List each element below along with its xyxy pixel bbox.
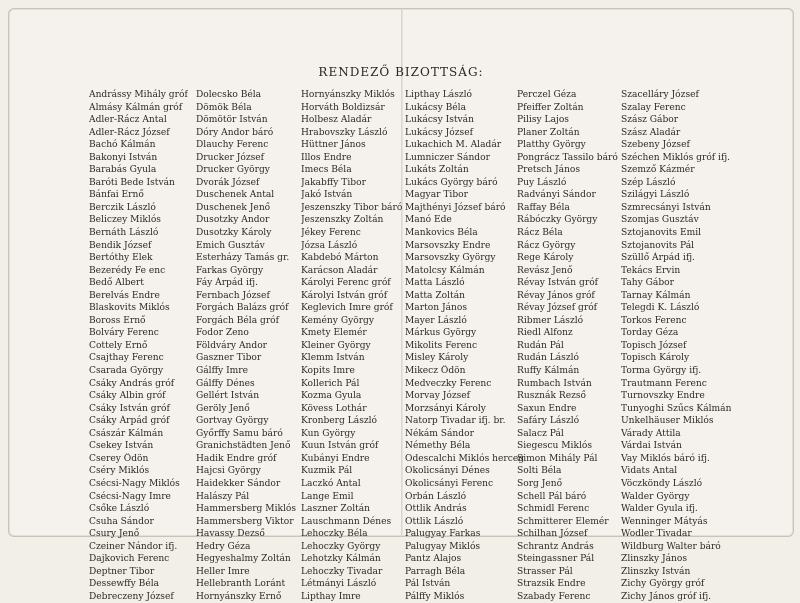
committee-member-name: Lauschmann Dénes (301, 516, 392, 527)
committee-member-name: Lange Emil (301, 491, 354, 502)
committee-member-name: Lehoczky György (301, 541, 381, 552)
committee-member-name: Hornyánszky Ernő (196, 591, 282, 602)
committee-member-name: Gálffy Imre (196, 366, 249, 377)
committee-member-name: Bertóthy Elek (89, 253, 153, 264)
committee-member-name: Radványi Sándor (517, 190, 596, 201)
committee-member-name: Schell Pál báró (517, 491, 587, 502)
name-column-3 (301, 89, 402, 603)
committee-member-name: Kun György (301, 428, 356, 439)
committee-member-name: Tarnay Kálmán (621, 290, 691, 301)
committee-member-name: Bendik József (89, 240, 152, 251)
committee-member-name: Majthényi József báró (405, 202, 506, 213)
committee-member-name: Lukács György báró (405, 177, 498, 188)
committee-member-name: Kemény György (301, 315, 375, 326)
committee-member-name: Matta László (405, 278, 465, 289)
committee-member-name: Unkelhäuser Miklós (621, 416, 714, 427)
committee-member-name: Kuzmik Pál (301, 466, 353, 477)
committee-member-name: Károlyi Ferenc gróf (301, 278, 391, 289)
committee-member-name: Dolecsko Béla (196, 90, 262, 100)
committee-member-name: Tekács Ervin (621, 265, 681, 276)
committee-member-name: Forgách Balázs gróf (196, 303, 289, 314)
committee-member-name: Marsovszky György (405, 253, 496, 264)
committee-member-name: Létmányi László (301, 579, 377, 590)
committee-member-name: Boross Ernő (89, 315, 146, 326)
committee-member-name: Baróti Bede István (89, 177, 175, 188)
committee-member-name: Planer Zoltán (517, 127, 580, 138)
name-column-2 (196, 89, 296, 603)
committee-member-name: Csarada György (89, 366, 164, 377)
committee-member-name: Topisch Károly (621, 353, 690, 364)
committee-member-name: Pilisy Lajos (517, 115, 569, 126)
page-title: RENDEZŐ BIZOTTSÁG: (318, 65, 484, 79)
committee-member-name: Jeszenszky Tibor báró (301, 202, 403, 213)
committee-member-name: Illos Endre (301, 152, 352, 163)
committee-member-name: Emich Gusztáv (196, 240, 265, 251)
committee-member-name: Ruffy Kálmán (517, 366, 580, 377)
committee-member-name: Pretsch János (517, 165, 581, 176)
committee-member-name: Haidekker Sándor (196, 478, 281, 489)
committee-member-name: Dusotzky Károly (196, 228, 272, 239)
committee-member-name: Gellért István (196, 391, 260, 402)
committee-member-name: Rusznák Rezső (517, 391, 587, 402)
committee-member-name: Márkus György (405, 328, 477, 339)
committee-member-name: Mankovics Béla (405, 228, 478, 239)
committee-member-name: Magyar Tibor (405, 190, 468, 201)
committee-member-name: Beliczey Miklós (89, 215, 161, 226)
committee-member-name: Jeszenszky Zoltán (301, 215, 384, 226)
committee-member-name: Hadik Endre gróf (196, 453, 277, 464)
committee-member-name: Rácz Béla (517, 228, 563, 239)
committee-member-name: Lukáts Zoltán (405, 165, 469, 176)
committee-member-name: Szász Aladár (621, 127, 681, 138)
committee-member-name: Marton János (405, 303, 468, 314)
committee-member-name: Sorg Jenő (517, 478, 563, 489)
committee-member-name: Józsa László (301, 240, 358, 251)
committee-member-name: Révay János gróf (517, 290, 595, 301)
committee-member-name: Hornyánszky Miklós (301, 90, 395, 100)
committee-member-name: Némethy Béla (405, 441, 471, 452)
committee-member-name: Kollerich Pál (301, 378, 360, 389)
committee-member-name: Kmety Elemér (301, 328, 367, 339)
committee-member-name: Csuha Sándor (89, 516, 154, 527)
committee-member-name: Farkas György (196, 265, 264, 276)
committee-member-name: Kopits Imre (301, 366, 355, 377)
committee-member-name: Pál István (405, 579, 451, 590)
committee-member-name: Schilhan József (517, 529, 588, 540)
committee-member-name: Szmrecsányi István (621, 202, 711, 213)
committee-member-name: Tahy Gábor (621, 278, 674, 289)
committee-member-name: Csáky István gróf (89, 403, 170, 414)
committee-member-name: Rácz György (517, 240, 576, 251)
committee-member-name: Barabás Gyula (89, 165, 157, 176)
committee-member-name: Telegdi K. László (621, 303, 700, 314)
committee-member-name: Dvorák József (196, 177, 260, 188)
committee-member-name: Cserey Ödön (89, 453, 149, 464)
committee-member-name: Halászy Pál (196, 491, 250, 502)
committee-member-name: Széchen Miklós gróf ifj. (621, 152, 731, 163)
committee-member-name: Schmidl Ferenc (517, 504, 590, 515)
committee-member-name: Dömötör István (196, 115, 268, 126)
committee-member-name: Dlauchy Ferenc (196, 140, 269, 151)
committee-member-name: Károlyi István gróf (301, 290, 388, 301)
committee-member-name: Palugyay Farkas (405, 529, 481, 540)
committee-member-name: Medveczky Ferenc (405, 378, 492, 389)
committee-member-name: Natorp Tivadar ifj. br. (405, 416, 506, 427)
committee-member-name: Drucker György (196, 165, 270, 176)
committee-member-name: Wildburg Walter báró (621, 541, 721, 552)
committee-member-name: Nékám Sándor (405, 428, 474, 439)
committee-member-name: Lumniczer Sándor (405, 152, 490, 163)
committee-member-name: Kubányi Endre (301, 453, 370, 464)
committee-member-name: Karácson Aladár (301, 265, 378, 276)
committee-member-name: Blaskovits Miklós (89, 303, 170, 314)
committee-member-name: Sztojanovits Emil (621, 228, 702, 239)
committee-member-name: Parragh Béla (405, 566, 466, 577)
committee-member-name: Fernbach József (196, 290, 270, 301)
committee-member-name: Morzsányi Károly (405, 403, 486, 414)
committee-member-name: Gortvay György (196, 416, 269, 427)
committee-member-name: Misley Károly (405, 353, 469, 364)
committee-member-name: Berelvás Endre (89, 290, 160, 301)
invitation-sheet (8, 8, 794, 602)
name-columns (89, 89, 773, 602)
committee-member-name: Laszner Zoltán (301, 504, 371, 515)
committee-member-name: Csury Jenő (89, 529, 140, 540)
committee-member-name: Pfeiffer Zoltán (517, 102, 584, 113)
committee-member-name: Lipthay László (405, 90, 473, 100)
committee-member-name: Riedl Alfonz (517, 328, 573, 339)
committee-member-name: Szép László (621, 177, 676, 188)
committee-member-name: Schmitterer Elemér (517, 516, 609, 527)
committee-member-name: Lukachich M. Aladár (405, 140, 502, 151)
committee-member-name: Győrffy Samu báró (196, 428, 283, 439)
committee-member-name: Hedry Géza (196, 541, 251, 552)
committee-member-name: Forgách Béla gróf (196, 315, 280, 326)
committee-member-name: Zichy György gróf (621, 579, 705, 590)
committee-member-name: Bachó Kálmán (89, 140, 156, 151)
committee-member-name: Csáky Albin gróf (89, 391, 166, 402)
committee-member-name: Pantz Alajos (405, 554, 462, 565)
committee-member-name: Szacelláry József (621, 90, 699, 100)
committee-member-name: Strasser Pál (517, 566, 573, 577)
committee-member-name: Hammersberg Viktor (196, 516, 294, 527)
committee-member-name: Szebeny József (621, 140, 690, 151)
committee-member-name: Gálffy Dénes (196, 378, 255, 389)
committee-member-name: Földváry Andor (196, 340, 268, 351)
committee-member-name: Bezerédy Fe enc (89, 265, 166, 276)
committee-member-name: Drucker József (196, 152, 265, 163)
committee-member-name: Rudán Pál (517, 340, 564, 351)
committee-member-name: Debreczeny József (89, 591, 174, 602)
committee-member-name: Duschenek Antal (196, 190, 275, 201)
committee-member-name: Dóry Andor báró (196, 127, 274, 138)
committee-member-name: Mayer László (405, 315, 467, 326)
committee-member-name: Dajkovich Ferenc (89, 554, 170, 565)
committee-member-name: Csáky Árpád gróf (89, 416, 170, 427)
committee-member-name: Steingassner Pál (517, 554, 595, 565)
committee-member-name: Szalay Ferenc (621, 102, 686, 113)
committee-member-name: Várady Attila (621, 428, 681, 439)
committee-member-name: Pálffy Miklós (405, 591, 465, 602)
committee-member-name: Revász Jenő (517, 265, 573, 276)
committee-member-name: Hammersberg Miklós (196, 504, 297, 515)
committee-member-name: Kövess Lothár (301, 403, 367, 414)
committee-member-name: Laczkó Antal (301, 478, 361, 489)
committee-member-name: Imecs Béla (301, 165, 352, 176)
committee-member-name: Holbesz Aladár (301, 115, 372, 126)
committee-member-name: Jékey Ferenc (301, 228, 361, 239)
committee-member-name: Kleiner György (301, 340, 371, 351)
committee-member-name: Wenninger Mátyás (621, 516, 708, 527)
committee-member-name: Torkos Ferenc (621, 315, 687, 326)
committee-member-name: Hellebranth Loránt (196, 579, 286, 590)
committee-member-name: Hajcsi György (196, 466, 261, 477)
committee-member-name: Cottely Ernő (89, 340, 148, 351)
committee-member-name: Saxun Endre (517, 403, 577, 414)
committee-member-name: Walder György (621, 491, 690, 502)
committee-member-name: Csőke László (89, 504, 150, 515)
committee-member-name: Keglevich Imre gróf (301, 303, 393, 314)
committee-member-name: Ribmer László (517, 315, 584, 326)
committee-member-name: Tunyoghi Szűcs Kálmán (621, 403, 732, 414)
committee-member-name: Adler-Rácz József (89, 127, 170, 138)
committee-member-name: Dusotzky Andor (196, 215, 270, 226)
committee-member-name: Jakabffy Tibor (301, 177, 366, 188)
committee-member-name: Wodler Tivadar (621, 529, 692, 540)
committee-member-name: Lehoczky Béla (301, 529, 368, 540)
committee-member-name: Granichstädten Jenő (196, 441, 291, 452)
committee-member-name: Lehotzky Kálmán (301, 554, 381, 565)
committee-member-name: Csáky András gróf (89, 378, 175, 389)
committee-member-name: Mikolits Ferenc (405, 340, 478, 351)
committee-member-name: Lipthay Imre (301, 591, 361, 602)
committee-member-name: Révay József gróf (517, 303, 598, 314)
committee-member-name: Torma György ifj. (621, 366, 702, 377)
committee-member-name: Esterházy Tamás gr. (196, 253, 290, 264)
committee-member-name: Horváth Boldizsár (301, 102, 385, 113)
committee-member-name: Vöczköndy László (621, 478, 703, 489)
committee-member-name: Havassy Dezső (196, 529, 265, 540)
committee-member-name: Révay István gróf (517, 278, 599, 289)
committee-member-name: Berczik László (89, 202, 156, 213)
committee-member-name: Czeiner Nándor ifj. (89, 541, 178, 552)
committee-member-name: Bolváry Ferenc (89, 328, 159, 339)
committee-member-name: Bánfai Ernő (89, 190, 144, 201)
committee-member-name: Platthy György (517, 140, 586, 151)
committee-member-name: Geröly Jenő (196, 403, 250, 414)
committee-member-name: Deptner Tibor (89, 566, 155, 577)
committee-member-name: Vidats Antal (621, 466, 678, 477)
committee-member-name: Zichy János gróf ifj. (621, 591, 712, 602)
committee-member-name: Kuun István gróf (301, 441, 379, 452)
committee-member-name: Szemző Kázmér (621, 165, 695, 176)
name-column-4 (405, 89, 524, 603)
committee-member-name: Bernáth László (89, 228, 159, 239)
committee-member-name: Orbán László (405, 491, 467, 502)
committee-member-name: Turnovszky Endre (621, 391, 705, 402)
committee-member-name: Rudán László (517, 353, 579, 364)
committee-member-name: Marsovszky Endre (405, 240, 491, 251)
committee-member-name: Szomjas Gusztáv (621, 215, 699, 226)
committee-member-name: Okolicsányi Ferenc (405, 478, 494, 489)
committee-member-name: Ottlik László (405, 516, 464, 527)
name-column-1 (89, 89, 188, 603)
committee-member-name: Fodor Zeno (196, 328, 249, 339)
committee-member-name: Matta Zoltán (405, 290, 465, 301)
committee-member-name: Puy László (517, 177, 567, 188)
committee-member-name: Szász Gábor (621, 115, 679, 126)
committee-member-name: Dömök Béla (196, 102, 252, 113)
committee-member-name: Kabdebó Márton (301, 253, 379, 264)
committee-member-name: Kronberg László (301, 416, 378, 427)
committee-member-name: Simon Mihály Pál (517, 453, 598, 464)
committee-member-name: Mikecz Ödön (405, 366, 466, 377)
committee-member-name: Morvay József (405, 391, 471, 402)
committee-member-name: Matolcsy Kálmán (405, 265, 485, 276)
committee-member-name: Zlinszky János (621, 554, 688, 565)
committee-member-name: Andrássy Mihály gróf (89, 90, 188, 100)
committee-member-name: Sztojanovits Pál (621, 240, 695, 251)
committee-member-name: Csécsi-Nagy Imre (89, 491, 171, 502)
committee-member-name: Csécsi-Nagy Miklós (89, 478, 180, 489)
committee-member-name: Csajthay Ferenc (89, 353, 164, 364)
committee-member-name: Rege Károly (517, 253, 574, 264)
committee-member-name: Salacz Pál (517, 428, 564, 439)
committee-member-name: Bakonyi István (89, 152, 158, 163)
committee-member-name: Raffay Béla (517, 202, 570, 213)
committee-member-name: Vay Miklós báró ifj. (621, 453, 710, 464)
committee-member-name: Lukácsy István (405, 115, 474, 126)
committee-member-name: Solti Béla (517, 466, 562, 477)
committee-member-name: Ottlik András (405, 504, 467, 515)
committee-member-name: Cséry Miklós (89, 466, 150, 477)
committee-member-name: Almásy Kálmán gróf (89, 102, 183, 113)
committee-member-name: Császár Kálmán (89, 428, 164, 439)
committee-member-name: Walder Gyula ifj. (621, 504, 698, 515)
committee-member-name: Szabady Ferenc (517, 591, 591, 602)
committee-member-name: Klemm István (301, 353, 365, 364)
committee-member-name: Perczel Géza (517, 90, 577, 100)
committee-member-name: Schrantz András (517, 541, 594, 552)
committee-member-name: Szilágyi László (621, 190, 690, 201)
committee-member-name: Strazsik Endre (517, 579, 586, 590)
committee-member-name: Hrabovszky László (301, 127, 388, 138)
committee-member-name: Hegyeshalmy Zoltán (196, 554, 291, 565)
committee-member-name: Lukácsy Béla (405, 102, 467, 113)
committee-member-name: Kozma Gyula (301, 391, 362, 402)
committee-member-name: Lehoczky Tivadar (301, 566, 383, 577)
committee-member-name: Torday Géza (621, 328, 679, 339)
committee-member-name: Gaszner Tibor (196, 353, 262, 364)
committee-member-name: Safáry László (517, 416, 580, 427)
name-column-6 (621, 89, 731, 603)
committee-member-name: Palugyay Miklós (405, 541, 481, 552)
committee-member-name: Heller Imre (196, 566, 250, 577)
committee-member-name: Duschenek Jenő (196, 202, 271, 213)
committee-member-name: Rábóczky György (517, 215, 598, 226)
committee-member-name: Siegescu Miklós (517, 441, 593, 452)
committee-member-name: Pongrácz Tassilo báró (517, 152, 618, 163)
committee-member-name: Szüllő Árpád ifj. (621, 253, 695, 264)
committee-member-name: Odescalchi Miklós herceg (405, 453, 525, 464)
committee-member-name: Manó Ede (405, 215, 452, 226)
committee-member-name: Zlinszky István (621, 566, 691, 577)
name-column-5 (517, 89, 618, 603)
committee-member-name: Okolicsányi Dénes (405, 466, 490, 477)
committee-member-name: Csekey István (89, 441, 154, 452)
committee-member-name: Bedő Albert (89, 278, 144, 289)
committee-member-name: Trautmann Ferenc (621, 378, 707, 389)
committee-member-name: Adler-Rácz Antal (89, 115, 167, 126)
committee-member-name: Fáy Árpád ifj. (196, 278, 258, 289)
committee-member-name: Jakó István (301, 190, 353, 201)
committee-member-name: Hüttner János (301, 140, 366, 151)
committee-member-name: Lukácsy József (405, 127, 473, 138)
committee-member-name: Várdai István (621, 441, 682, 452)
committee-member-name: Topisch József (621, 340, 687, 351)
committee-member-name: Rumbach István (517, 378, 592, 389)
committee-member-name: Dessewffy Béla (89, 579, 160, 590)
